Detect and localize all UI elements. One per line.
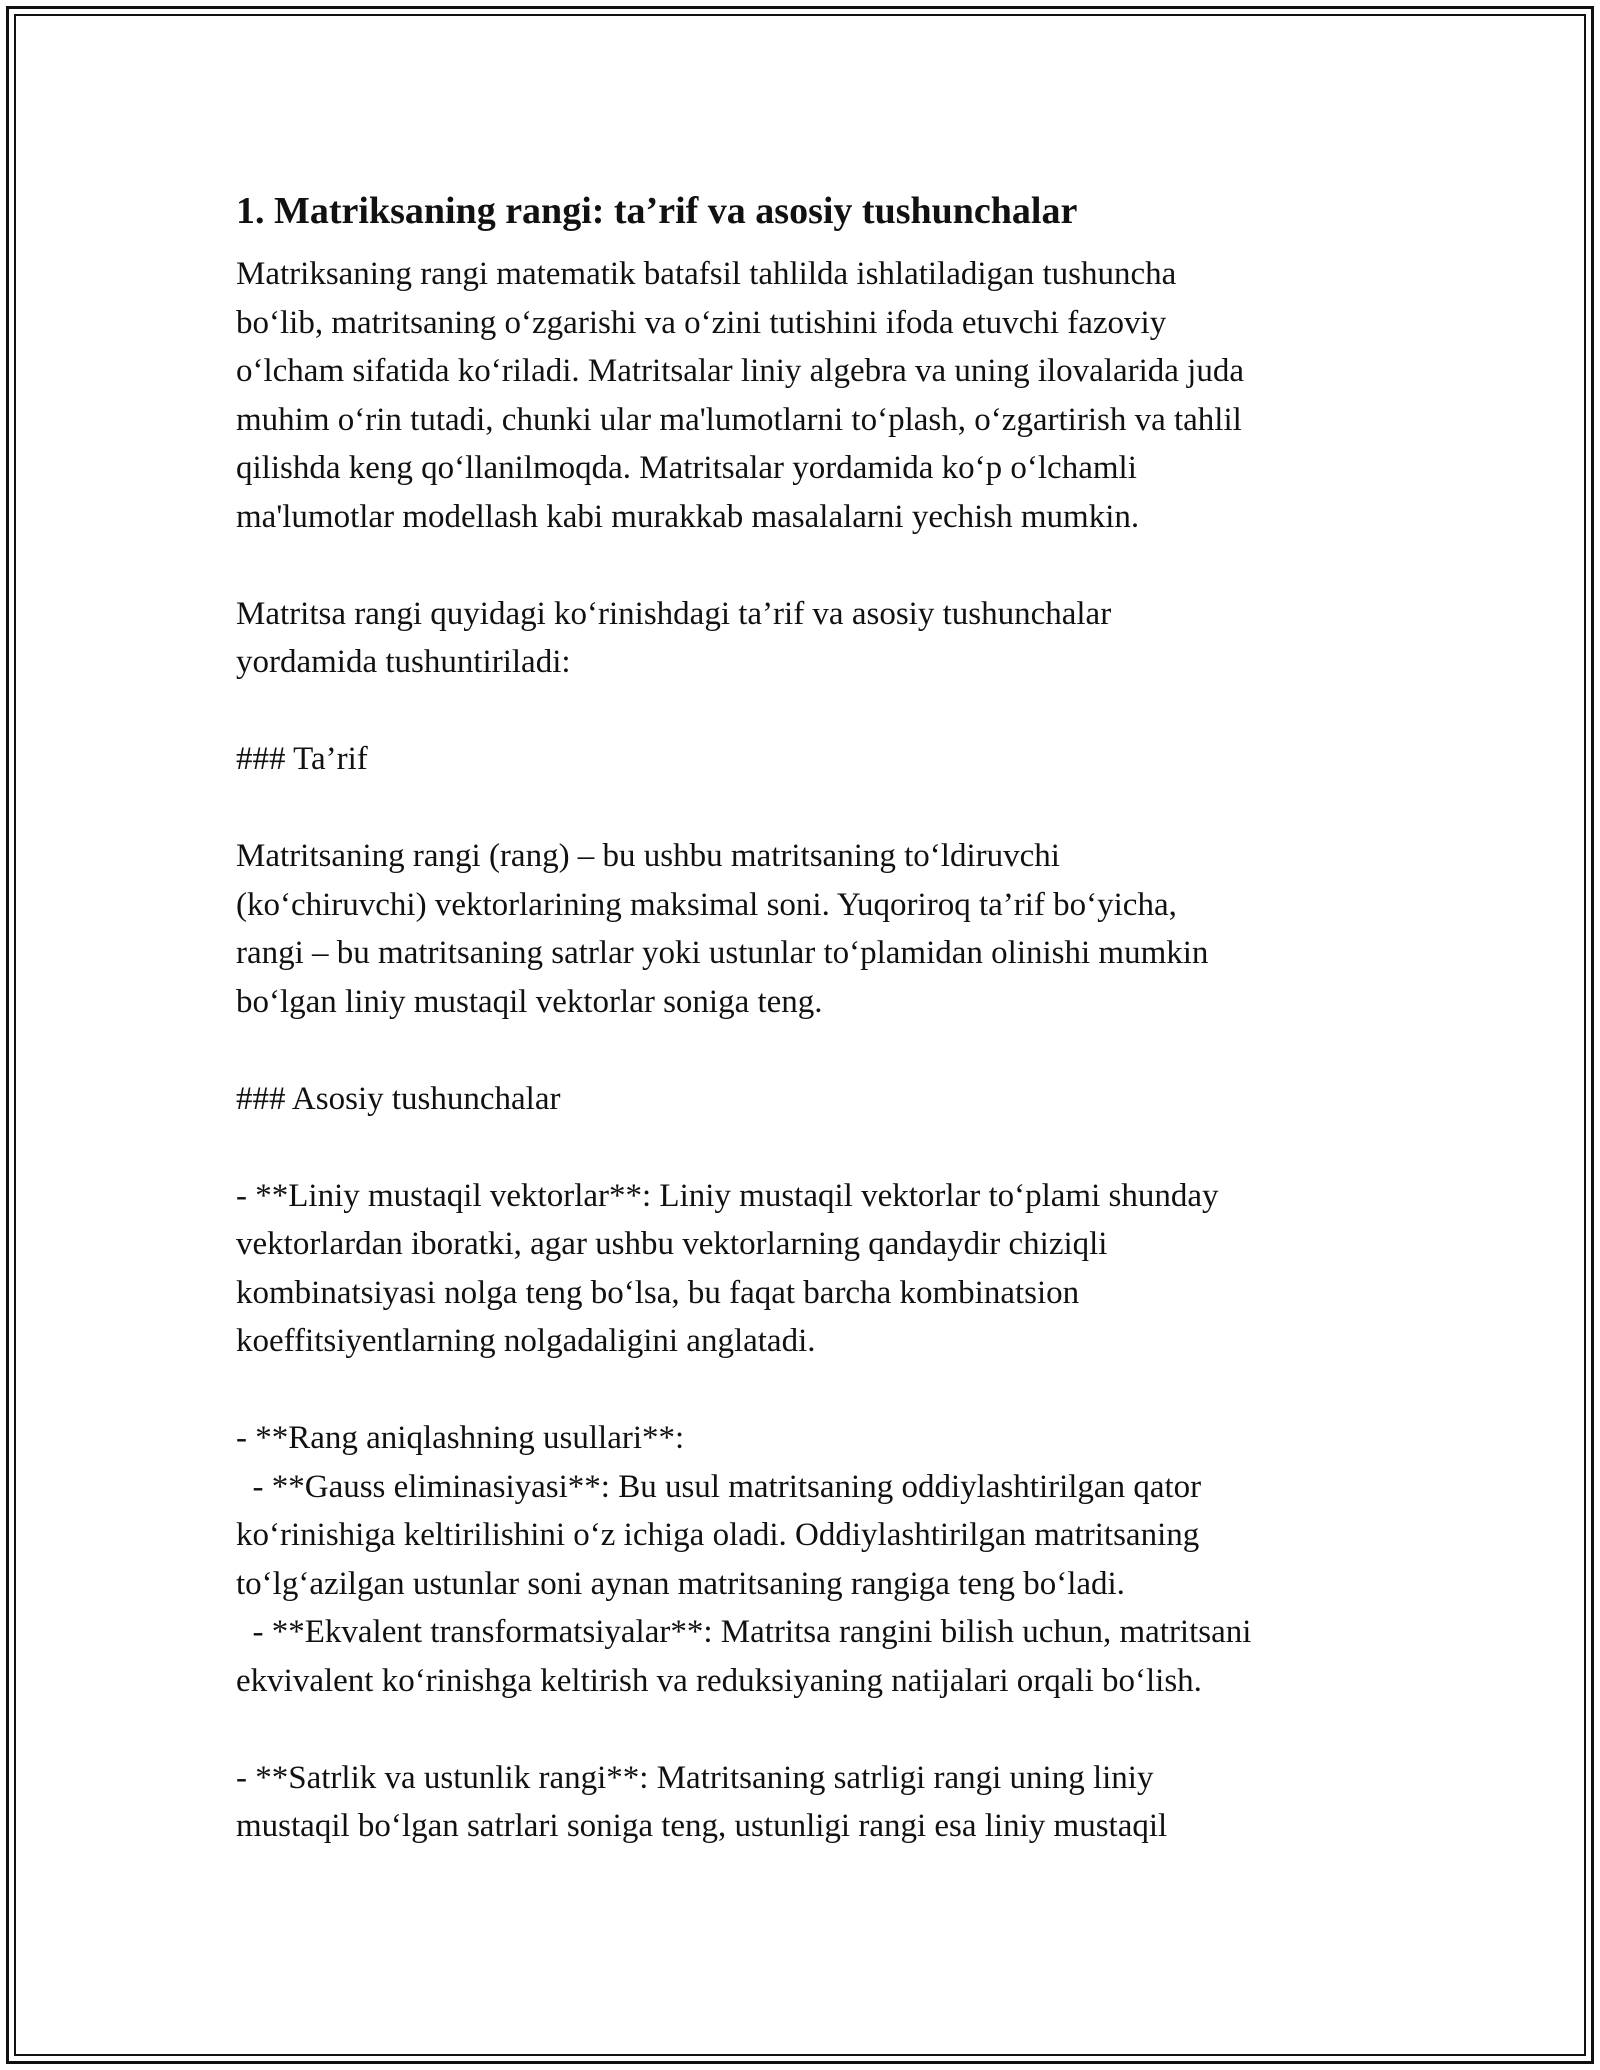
subheading-definition: ### Ta’rif — [236, 741, 368, 777]
explanation-paragraph: Matritsa rangi quyidagi ko‘rinishdagi ta’rif va asosiy tushunchalar yordamida tushuntiriladi: — [236, 595, 1112, 680]
spacer — [236, 1705, 1366, 1754]
spacer — [236, 1123, 1366, 1172]
spacer — [236, 236, 1366, 250]
spacer — [236, 784, 1366, 833]
list-item-independent-vectors: - **Liniy mustaqil vektorlar**: Liniy mustaqil vektorlar to‘plami shunday vektorlardan iboratki, agar ushbu vektorlarning qandaydir chiziqli kombinatsiyasi nolga teng bo‘lsa, bu faqat barcha kombinatsion koeffitsiyentlarning nolgadaligini anglatadi. — [236, 1177, 1219, 1359]
document-body — [236, 186, 1366, 1851]
spacer — [236, 687, 1366, 736]
section-heading: 1. Matriksaning rangi: ta’rif va asosiy tushunchalar — [236, 190, 1078, 232]
spacer — [236, 1366, 1366, 1415]
spacer — [236, 1026, 1366, 1075]
subheading-concepts: ### Asosiy tushunchalar — [236, 1080, 561, 1117]
intro-paragraph: Matriksaning rangi matematik batafsil tahlilda ishlatiladigan tushuncha bo‘lib, matritsaning o‘zgarishi va o‘zini tutishini ifoda etuvchi fazoviy o‘lcham sifatida ko‘riladi. Matritsalar liniy algebra va uning ilovalarida juda muhim o‘rin tutadi, chunki ular ma'lumotlarni to‘plash, o‘zgartirish va tahlil qilishda keng qo‘llanilmoqda. Matritsalar yordamida ko‘p o‘lchamli ma'lumotlar modellash kabi murakkab masalalarni yechish mumkin. — [236, 256, 1244, 535]
spacer — [236, 541, 1366, 590]
definition-paragraph: Matritsaning rangi (rang) – bu ushbu matritsaning to‘ldiruvchi (ko‘chiruvchi) vektorlarining maksimal soni. Yuqoriroq ta’rif bo‘yicha, rangi – bu matritsaning satrlar yoki ustunlar to‘plamidan olinishi mumkin bo‘lgan liniy mustaqil vektorlar soniga teng. — [236, 838, 1209, 1020]
list-item-rank-methods: - **Rang aniqlashning usullari**: - **Gauss eliminasiyasi**: Bu usul matritsaning oddiylashtirilgan qator ko‘rinishiga keltirilishini o‘z ichiga oladi. Oddiylashtirilgan matritsaning to‘lg‘azilgan ustunlar soni aynan matritsaning rangiga teng bo‘ladi. - **Ekvalent transformatsiyalar**: Matritsa rangini bilish uchun, matritsani ekvivalent ko‘rinishga keltirish va reduksiyaning natijalari orqali bo‘lish. — [236, 1420, 1252, 1699]
list-item-row-column-rank: - **Satrlik va ustunlik rangi**: Matritsaning satrligi rangi uning liniy mustaqil bo‘lgan satrlari soniga teng, ustunligi rangi esa liniy mustaqil — [236, 1759, 1168, 1844]
